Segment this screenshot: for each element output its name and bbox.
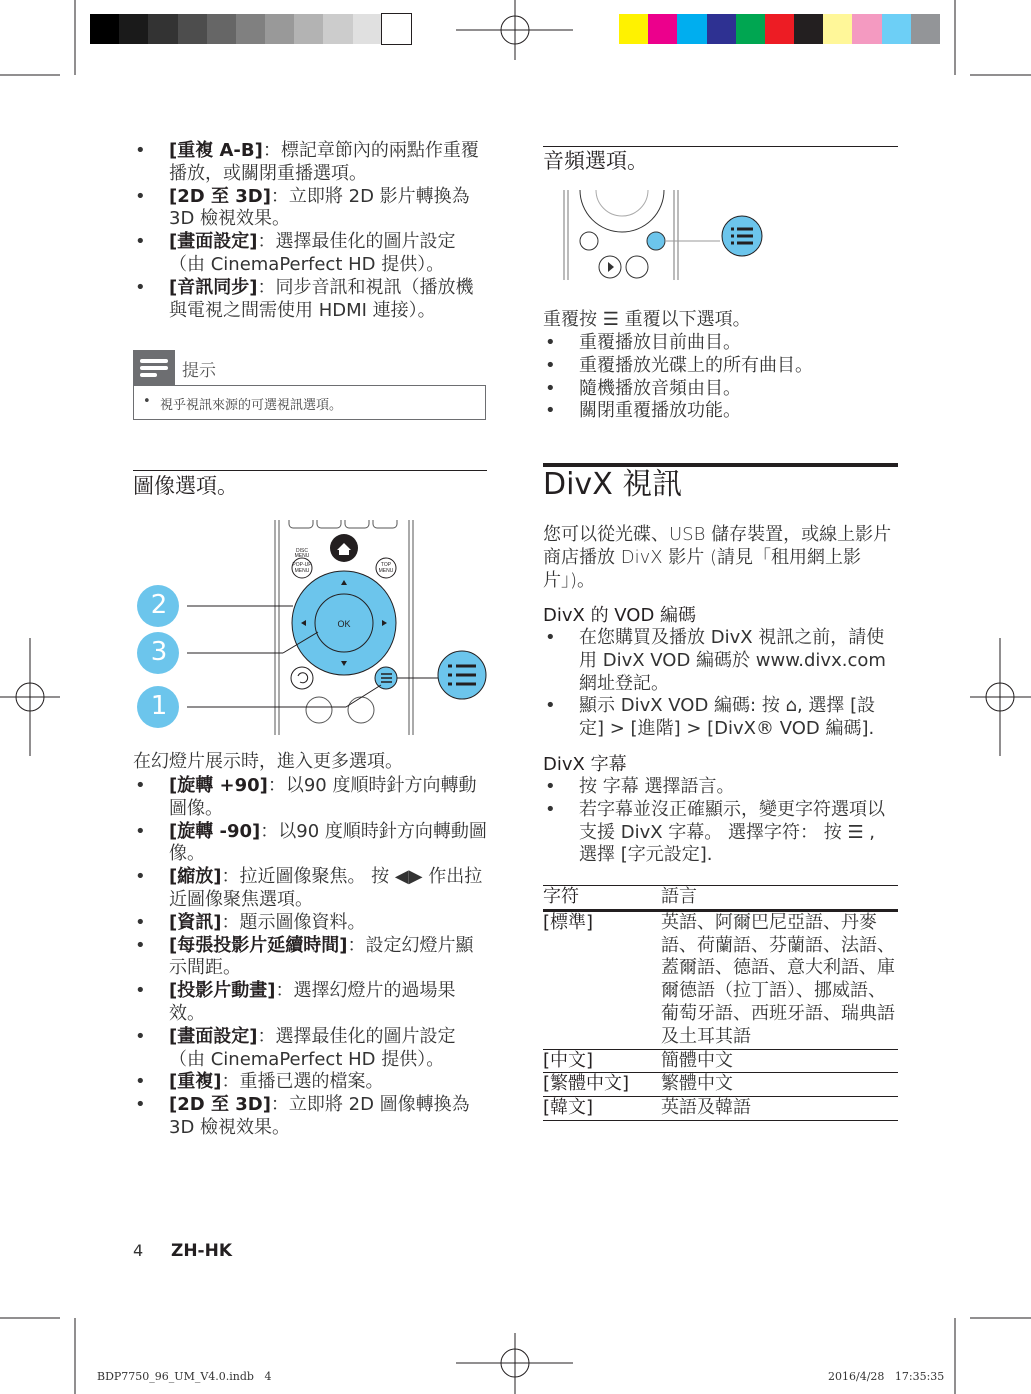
header-language: 語言 — [661, 886, 697, 907]
divx-intro: 您可以從光碟、USB 儲存裝置，或線上影片商店播放 DivX 影片 (請見「租用網上影片」)。 — [543, 524, 892, 591]
divider — [133, 470, 487, 471]
list-item — [543, 378, 898, 401]
bullet: • — [135, 1025, 146, 1047]
option-name: [旋轉 -90] — [169, 820, 261, 842]
language-cell: 英語及韓語 — [661, 1097, 751, 1119]
svg-text:DISC: DISC — [296, 548, 308, 554]
option-name: [畫面設定] — [169, 231, 258, 253]
table-row — [543, 1049, 898, 1073]
bullet: • — [135, 866, 146, 888]
header-charset: 字符 — [543, 886, 579, 907]
option-description: 顯示 DivX VOD 編碼: 按 ⌂, 選擇 [設定] > [進階] > [DivX® VOD 編碼]. — [579, 695, 876, 740]
language-cell: 英語、阿爾巴尼亞語、丹麥語、荷蘭語、芬蘭語、法語、蓋爾語、德語、意大利語、庫爾德語（拉丁語）、挪威語、葡萄牙語、西班牙語、瑞典語及土耳其語 — [661, 911, 895, 1047]
option-name: [2D 至 3D] — [169, 1094, 271, 1116]
list-item — [133, 140, 487, 186]
option-description: ：同步音訊和視訊（播放機與電視之間需使用 HDMI 連接）。 — [169, 276, 474, 321]
option-description: ：選擇最佳化的圖片設定（由 CinemaPerfect HD 提供）。 — [169, 1025, 456, 1070]
svg-text:MENU: MENU — [294, 568, 310, 574]
language-cell: 繁體中文 — [661, 1073, 733, 1095]
character-set-table — [543, 885, 898, 1121]
tip-title: 提示 — [182, 361, 216, 381]
charset-cell: [中文] — [543, 1049, 594, 1071]
slideshow-intro: 在幻燈片展示時，進入更多選項。 — [133, 751, 403, 772]
bullet: • — [135, 185, 146, 207]
option-description: 在您購買及播放 DivX 視訊之前，請使用 DivX VOD 編碼於 www.divx.com 網址登記。 — [579, 627, 886, 694]
bullet: • — [135, 276, 146, 298]
slideshow-options-list — [133, 775, 487, 1140]
option-name: [旋轉 +90] — [169, 775, 268, 796]
option-name: [縮放] — [169, 866, 222, 888]
option-description: 關閉重覆播放功能。 — [579, 400, 741, 422]
option-description: ：重播已選的檔案。 — [221, 1071, 384, 1093]
vod-heading: DivX 的 VOD 編碼 — [543, 605, 697, 626]
bullet: • — [545, 400, 556, 422]
bullet: • — [135, 934, 146, 956]
language-code: ZH-HK — [171, 1241, 233, 1261]
option-name: [每張投影片延續時間] — [169, 934, 348, 956]
tip-box: • 視乎視訊來源的可選視訊選項。 — [133, 385, 486, 420]
option-description: ：拉近圖像聚焦。 按 ◀▶ 作出拉近圖像聚焦選項。 — [169, 866, 483, 910]
option-name: [資訊] — [169, 911, 222, 933]
charset-cell: [標準] — [543, 911, 594, 933]
list-item — [543, 400, 898, 423]
audio-repeat-list — [543, 332, 898, 423]
bullet: • — [545, 354, 556, 376]
bullet: • — [545, 332, 556, 353]
svg-text:MENU: MENU — [294, 553, 310, 559]
option-description: 若字幕並沒正確顯示，變更字符選項以支援 DivX 字幕。 選擇字符： 按 ☰ , 選擇 [字元設定]. — [579, 798, 885, 866]
option-description: ：以90 度順時針方向轉動圖像。 — [169, 775, 477, 819]
charset-cell: [繁體中文] — [543, 1073, 630, 1095]
option-name: [2D 至 3D] — [169, 185, 271, 207]
bullet: • — [135, 820, 146, 842]
vod-list — [543, 627, 900, 741]
option-description: ：標記章節內的兩點作重覆播放，或關閉重播選項。 — [169, 140, 479, 184]
list-item — [133, 980, 487, 1026]
option-name: [音訊同步] — [169, 276, 258, 298]
charset-cell: [韓文] — [543, 1097, 594, 1119]
audio-intro: 重覆按 ☰ 重覆以下選項。 — [543, 309, 751, 330]
list-item — [133, 231, 487, 277]
tip-text: 視乎視訊來源的可選視訊選項。 — [160, 398, 343, 413]
table-row — [543, 1073, 898, 1097]
callout-2: 2 — [150, 590, 168, 620]
list-item — [133, 912, 487, 935]
bullet: • — [135, 911, 146, 933]
option-description: ：以90 度順時針方向轉動圖像。 — [169, 820, 487, 865]
page-number: 4 — [133, 1241, 144, 1260]
bullet: • — [135, 980, 146, 1002]
subtitle-heading: DivX 字幕 — [543, 754, 627, 775]
svg-text:MENU: MENU — [378, 568, 394, 574]
list-item — [133, 935, 487, 981]
divider — [543, 146, 898, 147]
list-item — [543, 332, 898, 355]
tip-icon — [133, 350, 175, 385]
language-cell: 簡體中文 — [661, 1049, 733, 1071]
svg-text:OK: OK — [337, 619, 351, 629]
bullet: • — [545, 695, 556, 717]
list-item — [133, 186, 487, 232]
audio-options-heading: 音頻選項。 — [543, 149, 648, 173]
option-name: [重複] — [169, 1071, 222, 1093]
bullet: • — [135, 775, 146, 796]
list-item — [543, 799, 898, 867]
list-item — [543, 695, 900, 741]
bullet: • — [135, 1094, 146, 1116]
list-item — [133, 821, 487, 867]
option-name: [投影片動畫] — [169, 980, 276, 1002]
svg-text:POP-UP: POP-UP — [292, 562, 312, 568]
option-description: ：立即將 2D 影片轉換為 3D 檢視效果。 — [169, 185, 470, 230]
bullet: • — [545, 776, 556, 797]
file-slug: BDP7750_96_UM_V4.0.indb 4 — [97, 1370, 272, 1383]
svg-text:TOP: TOP — [380, 562, 392, 568]
list-item — [543, 355, 898, 378]
option-description: 按 字幕 選擇語言。 — [579, 776, 735, 797]
option-description: 重覆播放目前曲目。 — [579, 332, 741, 353]
table-row — [543, 1097, 898, 1121]
callout-1: 1 — [150, 691, 168, 721]
option-description: ：題示圖像資料。 — [221, 911, 366, 933]
audio-remote-diagram — [560, 190, 770, 282]
option-description: ：立即將 2D 圖像轉換為 3D 檢視效果。 — [169, 1094, 470, 1138]
list-item — [543, 627, 900, 695]
table-header — [543, 886, 898, 911]
bullet: • — [135, 1071, 146, 1093]
bullet: • — [135, 140, 146, 161]
bullet: • — [135, 231, 146, 253]
table-row — [543, 910, 898, 1049]
picture-options-heading: 圖像選項。 — [133, 474, 238, 498]
list-item — [133, 775, 487, 821]
option-description: ：選擇幻燈片的過場果效。 — [169, 980, 456, 1024]
option-description: ：設定幻燈片顯示間距。 — [169, 934, 474, 979]
bullet: • — [545, 627, 556, 648]
remote-control-diagram — [133, 520, 488, 735]
subtitle-list — [543, 776, 898, 867]
list-item — [133, 866, 487, 912]
bullet: • — [545, 798, 556, 820]
video-options-list — [133, 140, 487, 322]
list-item — [133, 277, 487, 323]
option-description: ：選擇最佳化的圖片設定（由 CinemaPerfect HD 提供）。 — [169, 231, 456, 275]
list-item — [133, 1094, 487, 1140]
date-slug: 2016/4/28 17:35:35 — [828, 1370, 945, 1383]
option-name: [畫面設定] — [169, 1025, 258, 1047]
option-name: [重複 A-B] — [169, 140, 263, 161]
list-item — [133, 1026, 487, 1072]
list-item — [133, 1071, 487, 1094]
option-description: 隨機播放音頻由目。 — [579, 377, 741, 399]
callout-3: 3 — [150, 637, 168, 667]
option-description: 重覆播放光碟上的所有曲目。 — [579, 354, 813, 376]
list-item — [543, 776, 898, 799]
divx-title: DivX 視訊 — [543, 467, 683, 502]
bullet: • — [545, 377, 556, 399]
